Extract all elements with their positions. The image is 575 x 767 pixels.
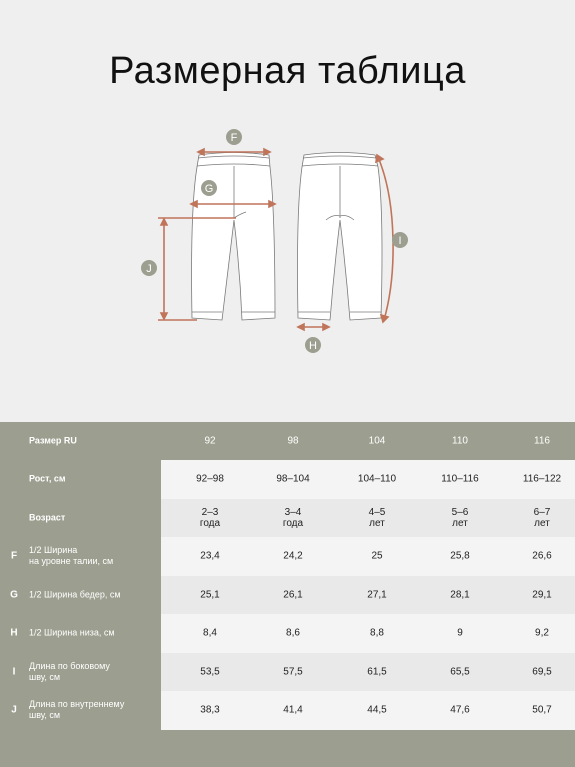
table-cell: 98–104: [276, 473, 310, 485]
table-cell: 8,8: [370, 627, 384, 639]
table-cell: 4–5 лет: [368, 506, 386, 529]
header-size: 104: [368, 435, 386, 447]
table-cell: 8,6: [286, 627, 300, 639]
table-cell: 44,5: [367, 704, 387, 716]
page-title: Размерная таблица: [109, 50, 466, 92]
table-row: [0, 460, 575, 499]
pants-diagram: [0, 120, 575, 365]
table-row: [0, 614, 575, 653]
header-size: 98: [287, 435, 299, 447]
marker-h: [305, 337, 321, 353]
row-label: 1/2 Ширина на уровне талии, см: [29, 545, 114, 567]
table-cell: 8,4: [203, 627, 217, 639]
header-size: 110: [452, 435, 468, 447]
table-row: [0, 691, 575, 730]
header-label: Размер RU: [29, 435, 77, 446]
table-cell: 116–122: [522, 473, 562, 485]
marker-f: [226, 129, 242, 145]
back-view: [298, 153, 383, 321]
table-row: [0, 499, 575, 538]
table-cell: 28,1: [450, 589, 470, 601]
table-cell: 24,2: [283, 550, 303, 562]
svg-text:J: J: [146, 263, 152, 275]
table-row: [0, 576, 575, 615]
table-header-row: [0, 422, 575, 460]
table-cell: 2–3 года: [199, 506, 221, 529]
front-view: [192, 153, 275, 321]
table-cell: 38,3: [200, 704, 220, 716]
header-size: 116: [534, 435, 550, 447]
marker-j: [141, 260, 157, 276]
table-cell: 61,5: [367, 666, 387, 678]
table-cell: 25,1: [200, 589, 220, 601]
table-cell: 53,5: [200, 666, 220, 678]
table-cell: 47,6: [450, 704, 470, 716]
table-cell: 50,7: [532, 704, 552, 716]
table-cell: 26,1: [283, 589, 303, 601]
row-letter: J: [11, 704, 17, 716]
table-cell: 65,5: [450, 666, 470, 678]
table-cell: 57,5: [283, 666, 303, 678]
svg-text:F: F: [230, 132, 238, 144]
row-label: Рост, см: [29, 473, 66, 484]
row-letter: G: [10, 589, 18, 601]
table-cell: 26,6: [532, 550, 552, 562]
row-label: Возраст: [29, 512, 66, 523]
table-cell: 25: [371, 550, 383, 562]
table-cell: 23,4: [200, 550, 220, 562]
table-cell: 110–116: [441, 473, 479, 485]
table-cell: 6–7 лет: [533, 506, 551, 529]
svg-text:H: H: [309, 340, 317, 352]
table-row: [0, 653, 575, 692]
table-cell: 41,4: [283, 704, 303, 716]
row-label: 1/2 Ширина бедер, см: [29, 589, 121, 600]
table-cell: 5–6 лет: [451, 506, 469, 529]
measure-h: [298, 324, 329, 330]
row-label: 1/2 Ширина низа, см: [29, 627, 115, 638]
table-cell: 104–110: [357, 473, 397, 485]
row-label: Длина по внутреннему шву, см: [29, 699, 125, 721]
table-cell: 27,1: [367, 589, 387, 601]
table-cell: 9: [457, 627, 463, 639]
row-label: Длина по боковому шву, см: [29, 660, 110, 682]
table-cell: 69,5: [532, 666, 552, 678]
row-letter: H: [10, 627, 18, 639]
marker-i: [392, 232, 408, 248]
svg-text:I: I: [398, 235, 402, 247]
row-letter: F: [10, 550, 18, 562]
table-cell: 3–4 года: [282, 506, 304, 529]
table-row: [0, 537, 575, 576]
table-cell: 29,1: [532, 589, 552, 601]
svg-text:G: G: [204, 183, 214, 195]
row-letter: I: [12, 666, 16, 678]
size-table: [0, 422, 575, 767]
table-cell: 92–98: [196, 473, 224, 485]
table-cell: 9,2: [535, 627, 549, 639]
table-cell: 25,8: [450, 550, 470, 562]
header-size: 92: [204, 435, 216, 447]
marker-g: [201, 180, 217, 196]
